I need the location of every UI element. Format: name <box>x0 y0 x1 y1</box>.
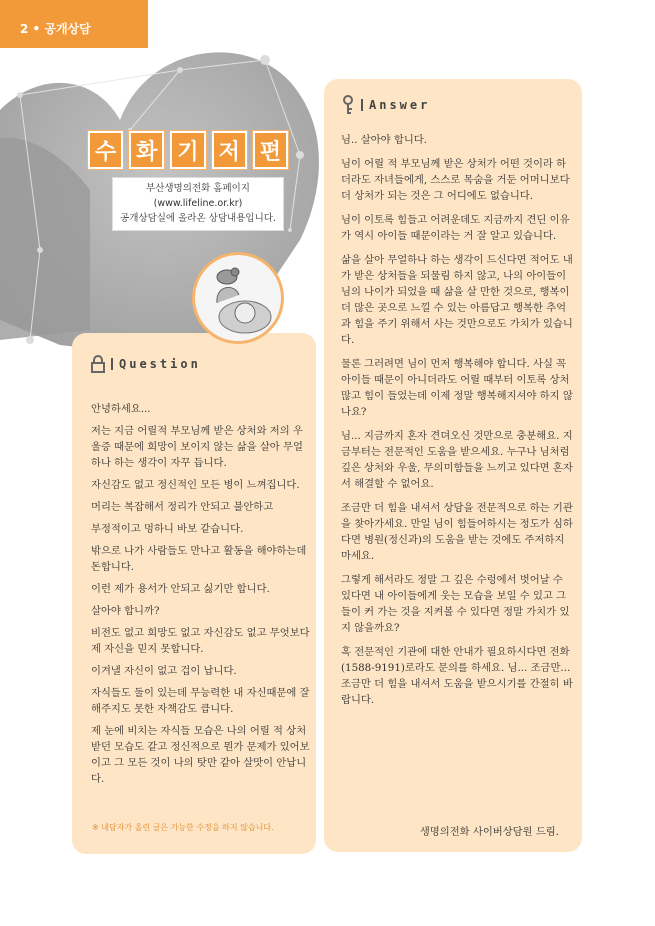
answer-paragraph: 님이 이토록 힘들고 어려운데도 지금까지 견딘 이유가 역시 아이들 때문이라는 거 잘 알고 있습니다. <box>341 214 570 242</box>
question-paragraph: 이겨낼 자신이 없고 겁이 납니다. <box>91 665 237 677</box>
title-char: 기 <box>170 131 205 169</box>
title-char: 저 <box>212 131 247 169</box>
key-icon <box>341 95 355 115</box>
question-paragraph: 안녕하세요... <box>91 403 151 415</box>
title-char: 수 <box>88 131 123 169</box>
question-paragraph: 밖으로 나가 사람들도 만나고 활동을 해야하는데 돈합니다. <box>91 545 307 573</box>
question-body <box>91 401 311 793</box>
question-heading <box>91 355 201 373</box>
heading-divider <box>361 99 363 111</box>
answer-paragraph: 삶을 살아 무얼하나 하는 생각이 드신다면 적어도 내가 받은 상처들을 되물림 하지 않고, 나의 아이들이 님의 나이가 되었을 때 삶을 살 만한 것으로, 행복이 더 많은 곳으로 느낄 수 있는 아름답고 행복한 추억과 힘을 주기 위해서 사는 것만으로도 가치가 있습니다. <box>341 254 573 346</box>
answer-heading-label: Answer <box>369 98 431 112</box>
question-paragraph: 저는 지금 어릴적 부모님께 받은 상처와 저의 우울증 때문에 희망이 보이지 않는 삶을 살아 무얼하나 하는 생각이 자꾸 듭니다. <box>91 425 303 469</box>
source-info <box>112 177 284 231</box>
telephone-icon <box>195 255 281 341</box>
question-paragraph: 살아야 합니까? <box>91 605 160 617</box>
heading-divider <box>111 358 113 370</box>
question-paragraph: 머리는 복잡해서 정리가 안되고 불안하고 <box>91 501 274 513</box>
page-title <box>88 131 288 169</box>
source-line: (www.lifeline.or.kr) <box>153 198 243 209</box>
source-line: 공개상담실에 올라온 상담내용입니다. <box>120 213 276 224</box>
title-char: 화 <box>129 131 164 169</box>
answer-body <box>341 132 573 716</box>
answer-paragraph: 혹 전문적인 기관에 대한 안내가 필요하시다면 전화(1588-9191)로라도 문의를 하세요. 님... 조금만... 조금만 더 힘을 내셔서 도움을 받으시기를 간절히 바랍니다. <box>341 646 573 706</box>
question-paragraph: 자신감도 없고 정신적인 모든 병이 느껴집니다. <box>91 479 300 491</box>
question-paragraph: 부정적이고 멍하니 바보 같습니다. <box>91 523 244 535</box>
editorial-note: ※ 내담자가 올린 글은 가능한 수정을 하지 않습니다. <box>92 823 274 832</box>
answer-paragraph: 그렇게 해서라도 정말 그 깊은 수렁에서 벗어날 수 있다면 내 아이들에게 웃는 모습을 보일 수 있고 그들이 커 가는 것을 지켜볼 수 있다면 정말 가치가 있지 않을까요? <box>341 574 570 634</box>
lock-icon <box>91 355 105 373</box>
title-char: 편 <box>253 131 288 169</box>
bird-phone-illustration <box>192 252 284 344</box>
answer-paragraph: 님이 어릴 적 부모님께 받은 상처가 어떤 것이라 하더라도 자녀들에게, 스스로 목숨을 거둔 어머니보다 더 상처가 되는 것은 그 어디에도 없습니다. <box>341 158 570 202</box>
answer-paragraph: 님.. 살아야 합니다. <box>341 134 427 146</box>
section-label: 2 • 공개상담 <box>20 22 91 36</box>
question-paragraph: 제 눈에 비치는 자식들 모습은 나의 어릴 적 상처 받던 모습도 같고 정신적으로 뭔가 문제가 있어보이고 그 모든 것이 나의 탓만 같아 살맛이 안납니다. <box>91 725 310 785</box>
question-paragraph: 이런 제가 용서가 안되고 싫기만 합니다. <box>91 583 270 595</box>
answer-paragraph: 님... 지금까지 혼자 견뎌오신 것만으로 충분해요. 지금부터는 전문적인 도움을 받으세요. 누구나 님처럼 깊은 상처와 우울, 무의미함들을 느끼고 있다면 혼자서 해결할 수 없어요. <box>341 430 573 490</box>
question-paragraph: 비전도 없고 희망도 없고 자신감도 없고 무엇보다 제 자신을 믿지 못합니다. <box>91 627 310 655</box>
source-line: 부산생명의전화 홈페이지 <box>146 183 250 194</box>
answer-paragraph: 조금만 더 힘을 내셔서 상담을 전문적으로 하는 기관을 찾아가세요. 만일 님이 힘들어하시는 정도가 심하다면 병원(정신과)의 도움을 받는 것에도 주저하지 마세요. <box>341 502 573 562</box>
answer-heading <box>341 95 430 115</box>
answer-paragraph: 물론 그러려면 님이 먼저 행복해야 합니다. 사실 꼭 아이들 때문이 아니더라도 어릴 때부터 이토록 상처 많고 힘이 들었는데 이제 정말 행복해지셔야 하지 않나요? <box>341 358 573 418</box>
question-heading-label: Question <box>119 357 201 371</box>
question-paragraph: 자식들도 둘이 있는데 무능력한 내 자신때문에 잘 해주지도 못한 자책감도 큽니다. <box>91 687 310 715</box>
answer-signature: 생명의전화 사이버상담원 드림. <box>419 826 559 838</box>
